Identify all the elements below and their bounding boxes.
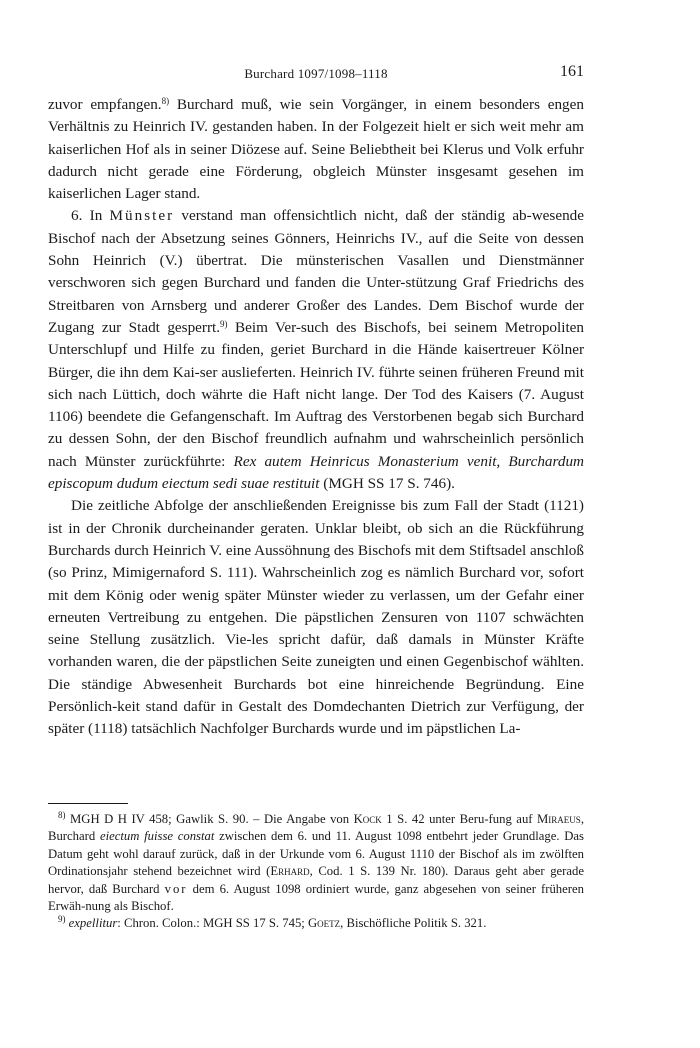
author-goetz: Goetz <box>308 916 341 931</box>
latin-quotation: Rex autem Heinricus Monasterium venit, Burchardum episcopum dudum eiectum sedi suae restituit <box>48 452 585 493</box>
running-head <box>48 64 584 84</box>
footnote-separator <box>48 803 128 804</box>
footnote-8-text-d: zwischen dem 6. und 11. August 1098 entbehrt jeder Grundlage. Das Datum geht wohl darauf zurück, daß in der Urkunde vom 6. August 1110 der Bischof als im zwölften Ordinationsjahr stehend bezeichnet wird ( <box>48 829 584 879</box>
author-miraeus: Miraeus <box>537 812 581 826</box>
footnote-9-text-b: , Bischöfliche Politik S. 321. <box>340 916 487 931</box>
page-number: 161 <box>560 63 584 80</box>
body-text <box>48 94 584 741</box>
paragraph-1 <box>48 94 584 205</box>
paragraph-1-text-a: zuvor empfangen. <box>48 96 162 113</box>
footnote-8-text-c: , Burchard <box>48 812 584 844</box>
footnote-ref-8: 8) <box>161 96 170 106</box>
paragraph-2-text-d: (MGH SS 17 S. 746). <box>319 475 455 493</box>
footnote-8-text-f: dem 6. August 1098 ordiniert wurde, ganz abgesehen von seiner früheren Erwäh-nung als Bischof. <box>48 881 584 914</box>
footnotes <box>48 811 584 933</box>
paragraph-1-text-b: Burchard muß, wie sein Vorgänger, in einem besonders engen Verhältnis zu Heinrich IV. gestanden haben. In der Folgezeit hielt er sich weit mehr am kaiserlichen Hof als in seiner Diözese auf. Seine Beliebtheit bei Klerus und Volk erfuhr dadurch nicht gerade eine Förderung, obgleich Münster insgesamt gesehen im kaiserlichen Lager stand. <box>48 96 584 203</box>
footnote-8-latin-quote: eiectum fuisse constat <box>99 829 215 844</box>
place-name-emphasis: Münster <box>109 207 175 225</box>
footnote-9-text-a: : Chron. Colon.: MGH SS 17 S. 745; <box>117 916 308 931</box>
paragraph-2-text-b: verstand man offensichtlich nicht, daß der ständig ab-wesende Bischof nach der Absetzung seines Gönners, Heinrichs IV., auf die Seite von dessen Sohn Heinrich (V.) übertrat. Die münsterischen Vasallen und Dienstmänner verschworen sich gegen Burchard und fanden die Unter-stützung Graf Friedrichs des Streitbaren von Arnsberg und anderer Großer des Landes. Dem Bischof wurde der Zugang zur Stadt gesperrt. <box>48 207 584 336</box>
footnote-8-mark: 8) <box>58 810 66 820</box>
footnote-8-text-e: , Cod. 1 S. 139 Nr. 180). Daraus geht aber gerade hervor, daß Burchard <box>48 864 584 896</box>
emphasis-vor: vor <box>164 881 188 896</box>
footnote-8 <box>48 811 584 915</box>
author-erhard: Erhard <box>270 864 310 879</box>
paragraph-2 <box>48 205 584 495</box>
footnote-ref-9: 9) <box>220 318 228 329</box>
running-title: Burchard 1097/1098–1118 <box>244 66 388 81</box>
footnote-9-latin-quote: expellitur <box>68 916 118 931</box>
footnote-8-text-b: 1 S. 42 unter Beru-fung auf <box>381 812 538 826</box>
paragraph-2-text-c: Beim Ver-such des Bischofs, bei seinem Metropoliten Unterschlupf und Hilfe zu finden, geriet Burchard in die Hände kaisertreuer Kölner Bürger, die ihn dem Kai-ser auslieferten. Heinrich IV. führte seinen früheren Freund mit sich nach Lüttich, doch währte die Haft nicht lange. Der Tod des Kaisers (7. August 1106) beendete die Gefangenschaft. Im Auftrag des Verstorbenen begab sich Burchard zu dessen Sohn, der den Bischof freundlich aufnahm und wahrscheinlich persönlich nach Münster zurückführte: <box>48 318 585 470</box>
author-kock: Kock <box>353 812 382 826</box>
footnote-9-mark: 9) <box>58 914 66 925</box>
footnote-9 <box>48 915 584 932</box>
paragraph-2-text-a: 6. In <box>71 207 110 225</box>
paragraph-3: Die zeitliche Abfolge der anschließenden Ereignisse bis zum Fall der Stadt (1121) ist in der Chronik durcheinander geraten. Unklar bleibt, ob sich an die Rückführung Burchards durch Heinrich V. eine Aussöhnung des Bischofs mit dem Stiftsadel anschloß (so Prinz, Mimigernaford S. 111). Wahrscheinlich zog es nämlich Burchard vor, sofort mit dem König oder wenig später Münster wieder zu verlassen, um der Gefahr einer erneuten Vertreibung zu entgehen. Die päpstlichen Zensuren von 1107 schwächten seine Stellung zusätzlich. Vie-les spricht dafür, daß damals in Münster Kräfte vorhanden waren, die der päpstlichen Seite zuneigten und einen Gegenbischof wählten. Die ständige Abwesenheit Burchards bot eine hinreichende Begründung. Eine Persönlich-keit stand dafür in Gestalt des Domdechanten Dietrich zur Verfügung, der später (1118) tatsächlich Nachfolger Burchards wurde und im päpstlichen La- <box>48 497 584 738</box>
footnote-8-text-a: MGH D H IV 458; Gawlik S. 90. – Die Angabe von <box>65 812 354 826</box>
